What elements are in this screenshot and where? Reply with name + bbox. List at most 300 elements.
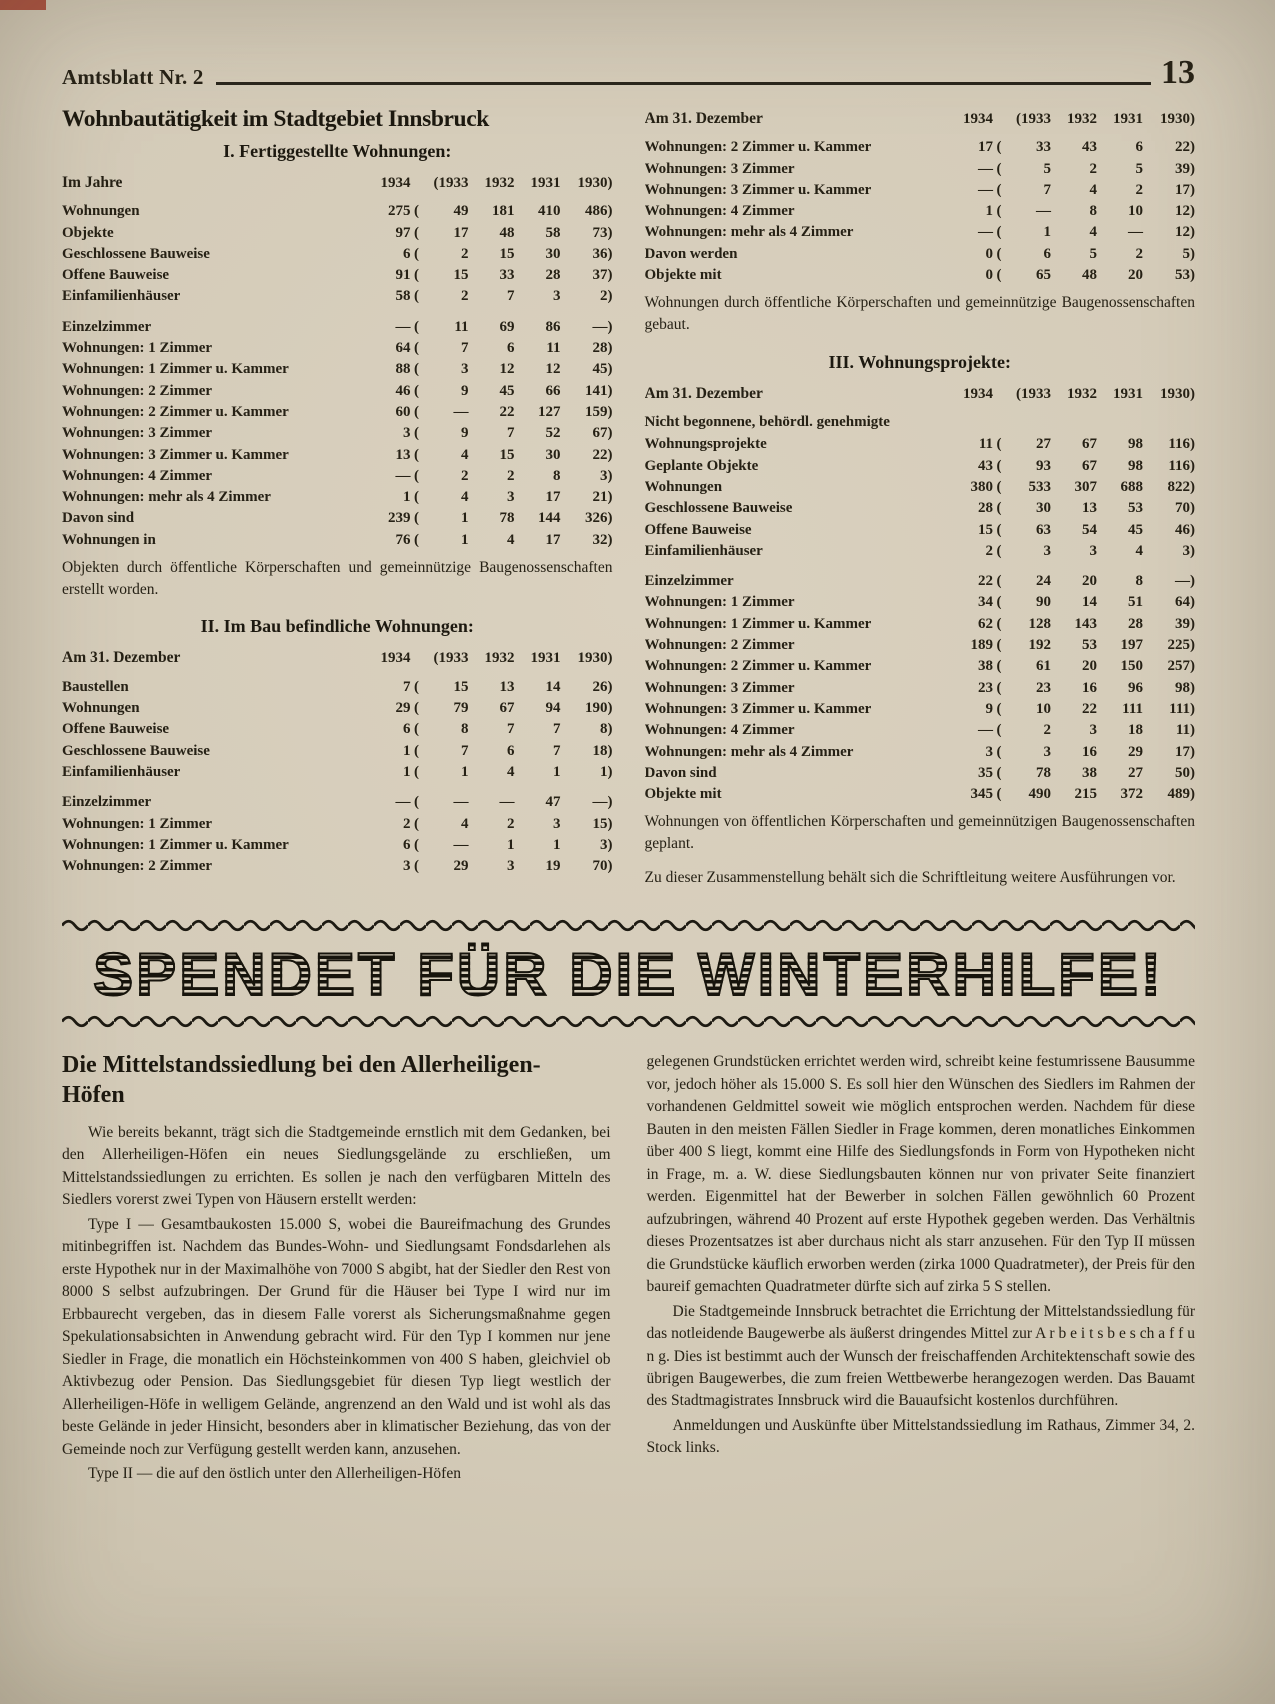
table-header-row	[62, 647, 613, 669]
paragraph: Type I — Gesamtbaukosten 15.000 S, wobei die Baureifmachung des Grundes mitinbegriffen ist. Nachdem das Bundes-Wohn- und Siedlungsamt Fondsdarlehen als erste Hypothek nur in der Maximalhöhe von 7000 S abgibt, hat der Siedler den Rest von 8000 S selbst aufzubringen. Der Grund für die Häuser bei Type I wird nur im Erbbaurecht vergeben, das in diesem Falle vorerst als Sicherungsmaßnahme gegen Spekulationsabsichten in Anwendung gebracht wird. Für den Typ I kommen nur jene Siedler in Frage, die monatlich ein Höchsteinkommen von 400 S haben, gleichviel ob Aktivbezug oder Pension. Das Siedlungsgebiet für diesen Typ liegt westlich der Allerheiligen-Höfe in welligem Gelände, angrenzend an den Wald und ist wohl als das beste Gelände in jeder Hinsicht, besonders aber in klimatischer Beziehung, das von der Gemeinde noch zur Verfügung gestellt werden kann, anzusehen.	[62, 1215, 611, 1458]
value-1932: 2	[1089, 160, 1097, 177]
value-1934: 11	[978, 436, 993, 453]
row-label: Objekte mit	[644, 786, 722, 803]
section-1-heading: I. Fertiggestellte Wohnungen:	[223, 141, 452, 161]
value-1933: 533	[1028, 478, 1051, 495]
value-1932: 13	[1082, 500, 1097, 517]
table-header-row	[645, 108, 1196, 130]
year-column-header: 1931	[530, 175, 561, 191]
table-row	[645, 635, 1196, 656]
value-1931: 28	[545, 267, 561, 284]
value-1932: 22	[499, 403, 515, 420]
paren-open: (	[996, 594, 1002, 611]
value-1934: 23	[978, 679, 993, 696]
value-1930: 28)	[592, 340, 613, 357]
value-1931: 150	[1120, 658, 1143, 675]
value-1933: 3	[1043, 542, 1051, 559]
table-row	[645, 180, 1196, 201]
value-1934: 60	[395, 403, 411, 420]
paren-open: (	[996, 500, 1002, 517]
value-1930: 1)	[600, 763, 613, 780]
value-1930: 18)	[592, 742, 613, 759]
table-row	[645, 520, 1196, 541]
year-column-header: 1934	[380, 175, 411, 191]
value-1931: 66	[545, 382, 561, 399]
paren-open: (	[414, 815, 419, 832]
row-label: Wohnungen: 1 Zimmer u. Kammer	[62, 361, 289, 378]
value-1930: 3)	[1182, 542, 1195, 559]
value-1930: 98)	[1175, 679, 1195, 696]
paren-open: (	[414, 224, 419, 241]
value-1933: 15	[453, 678, 469, 695]
value-1933: 2	[461, 467, 469, 484]
value-1934: 34	[978, 594, 993, 611]
value-1932: 33	[499, 267, 515, 284]
year-column-header: 1930)	[1160, 111, 1195, 127]
table-row	[62, 856, 613, 877]
value-1934: —	[978, 181, 993, 198]
table-row	[62, 487, 613, 508]
value-1934: —	[395, 794, 411, 811]
value-1933: 5	[1043, 160, 1051, 177]
table-row	[62, 244, 613, 265]
value-1932: 3	[1089, 542, 1097, 559]
value-1933: 65	[1036, 267, 1051, 284]
article-title: Wohnbautätigkeit im Stadtgebiet Innsbruck	[62, 106, 489, 132]
value-1931: 2	[1135, 181, 1143, 198]
paren-open: (	[414, 288, 419, 305]
value-1930: —)	[1175, 573, 1195, 590]
year-column-header: (1933	[433, 175, 469, 191]
row-label: Geschlossene Bauweise	[644, 500, 793, 517]
paren-open: (	[996, 160, 1002, 177]
table-housing-projects	[645, 383, 1196, 806]
row-label: Wohnungen: 4 Zimmer	[644, 203, 795, 220]
row-label: Wohnungen: 3 Zimmer	[62, 425, 213, 442]
paren-open: (	[996, 224, 1002, 241]
year-column-header: 1932	[1067, 111, 1097, 127]
value-1930: 73)	[592, 224, 613, 241]
value-1933: 7	[461, 742, 469, 759]
table-row	[62, 719, 613, 740]
value-1932: 16	[1082, 679, 1097, 696]
value-1930: 11)	[1175, 722, 1195, 739]
table-row	[645, 244, 1196, 265]
table-row	[645, 571, 1196, 592]
group-gap	[62, 783, 613, 792]
value-1934: 0	[985, 267, 993, 284]
row-label: Einzelzimmer	[644, 573, 734, 590]
value-1934: 91	[395, 267, 411, 284]
paren-open: (	[996, 267, 1002, 284]
year-column-header: 1930)	[577, 175, 613, 191]
banner-text: SPENDET FÜR DIE WINTERHILFE!	[62, 943, 1195, 1006]
value-1930: 53)	[1175, 267, 1195, 284]
wavy-rule-top	[62, 918, 1195, 933]
paren-open: (	[996, 521, 1002, 538]
paren-open: (	[414, 858, 419, 875]
value-1930: —)	[592, 318, 613, 335]
value-1933: 2	[461, 288, 469, 305]
row-label: Wohnungen: 1 Zimmer u. Kammer	[62, 836, 289, 853]
value-1931: 8	[1135, 573, 1143, 590]
paren-open: (	[414, 403, 419, 420]
bottom-right-column	[647, 1051, 1196, 1487]
paren-open: (	[996, 573, 1002, 590]
paren-open: (	[414, 531, 419, 548]
paren-open: (	[996, 436, 1002, 453]
header-rule	[216, 82, 1151, 85]
value-1931: 51	[1128, 594, 1143, 611]
value-1930: 45)	[592, 361, 613, 378]
value-1932: 14	[1082, 594, 1097, 611]
paren-open: (	[414, 467, 419, 484]
table-row	[62, 402, 613, 423]
row-label: Baustellen	[62, 678, 129, 695]
value-1931: 8	[553, 467, 561, 484]
value-1930: 3)	[600, 836, 613, 853]
paragraph: Anmeldungen und Auskünfte über Mittelstandssiedlung im Rathaus, Zimmer 34, 2. Stock links.	[646, 1416, 1195, 1457]
year-column-header: 1934	[963, 111, 993, 127]
value-1932: 7	[507, 288, 515, 305]
value-1930: 257)	[1167, 658, 1195, 675]
paren-open: (	[414, 446, 419, 463]
table-row	[645, 742, 1196, 763]
value-1931: 127	[538, 403, 561, 420]
wavy-rule-bottom	[62, 1014, 1195, 1029]
value-1930: 486)	[585, 203, 613, 220]
value-1930: 326)	[585, 510, 613, 527]
row-label: Geschlossene Bauweise	[62, 742, 210, 759]
value-1934: 76	[395, 531, 411, 548]
row-label: Wohnungen: 1 Zimmer	[644, 594, 795, 611]
value-1933: 490	[1028, 786, 1051, 803]
paren-open: (	[414, 245, 419, 262]
table-row	[62, 835, 613, 856]
value-1933: 63	[1036, 521, 1051, 538]
value-1932: 4	[507, 531, 515, 548]
value-1931: 7	[553, 721, 561, 738]
table-3-note: Wohnungen von öffentlichen Körperschaften und gemeinnützigen Baugenossenschaften geplant.	[644, 813, 1195, 853]
table-row	[62, 223, 613, 244]
value-1933: 9	[461, 382, 469, 399]
table-row	[62, 741, 613, 762]
value-1934: 9	[985, 700, 993, 717]
row-label: Offene Bauweise	[62, 721, 170, 738]
value-1931: 52	[545, 425, 561, 442]
value-1930: 22)	[1175, 139, 1195, 156]
table-row	[645, 678, 1196, 699]
row-label: Wohnungen: 3 Zimmer u. Kammer	[62, 446, 289, 463]
value-1930: 17)	[1175, 181, 1195, 198]
value-1930: 12)	[1175, 203, 1195, 220]
table-row	[645, 159, 1196, 180]
value-1930: 111)	[1169, 700, 1195, 717]
value-1931: 98	[1128, 457, 1143, 474]
value-1934: 28	[978, 500, 993, 517]
value-1934: 64	[395, 340, 411, 357]
value-1933: —	[453, 794, 469, 811]
value-1932: 7	[507, 425, 515, 442]
column-header-label: Am 31. Dezember	[644, 110, 763, 127]
paragraph: Type II — die auf den östlich unter den Allerheiligen-Höfen	[88, 1465, 461, 1483]
value-1931: 10	[1128, 203, 1143, 220]
value-1931: 7	[553, 742, 561, 759]
value-1933: 1	[461, 510, 469, 527]
value-1930: 15)	[592, 815, 613, 832]
value-1932: 215	[1074, 786, 1097, 803]
value-1932: 22	[1082, 700, 1097, 717]
paren-open: (	[996, 722, 1002, 739]
table-row	[62, 466, 613, 487]
table-row	[645, 456, 1196, 477]
table-row	[62, 508, 613, 529]
row-label: Davon sind	[62, 510, 135, 527]
value-1932: 1	[507, 836, 515, 853]
table-row	[645, 477, 1196, 498]
value-1931: 28	[1128, 615, 1143, 632]
paren-open: (	[996, 637, 1002, 654]
table-row	[645, 541, 1196, 562]
value-1932: 6	[507, 340, 515, 357]
value-1931: 17	[545, 531, 561, 548]
value-1931: 1	[553, 836, 561, 853]
year-column-header: 1931	[1113, 385, 1143, 402]
table-row	[645, 614, 1196, 635]
table-under-construction-continued	[645, 108, 1196, 286]
row-label: Offene Bauweise	[62, 267, 170, 284]
year-column-header: 1931	[530, 650, 561, 667]
paren-open: (	[414, 678, 419, 695]
column-header-label: Am 31. Dezember	[644, 384, 763, 402]
value-1932: 15	[499, 245, 515, 262]
value-1933: 90	[1036, 594, 1051, 611]
value-1933: 24	[1036, 573, 1051, 590]
table-row	[62, 265, 613, 286]
value-1930: 141)	[585, 382, 613, 399]
table-under-construction	[62, 647, 613, 877]
table-row	[62, 530, 613, 551]
value-1931: 20	[1128, 267, 1143, 284]
value-1934: 380	[970, 478, 993, 495]
value-1934: —	[978, 722, 993, 739]
value-1932: 78	[499, 510, 515, 527]
table-row	[645, 201, 1196, 222]
value-1934: 1	[985, 203, 993, 220]
value-1934: 46	[395, 382, 411, 399]
group-gap	[645, 562, 1196, 571]
value-1934: 38	[978, 658, 993, 675]
value-1934: 3	[403, 858, 411, 875]
value-1932: 5	[1089, 245, 1097, 262]
value-1933: 23	[1036, 679, 1051, 696]
value-1934: 1	[403, 489, 411, 506]
value-1932: —	[499, 794, 515, 811]
table-row	[62, 792, 613, 813]
table-row	[645, 656, 1196, 677]
paren-open: (	[414, 836, 419, 853]
right-column	[645, 104, 1196, 888]
value-1931: 4	[1135, 542, 1143, 559]
value-1930: 2)	[600, 288, 613, 305]
row-label: Wohnungen: mehr als 4 Zimmer	[644, 224, 854, 241]
year-column-header: 1930)	[1160, 385, 1195, 402]
year-column-header: 1932	[484, 650, 515, 667]
paren-open: (	[414, 203, 419, 220]
value-1930: 17)	[1175, 743, 1195, 760]
value-1931: 17	[545, 489, 561, 506]
value-1931: 3	[553, 288, 561, 305]
row-label: Wohnungen: 3 Zimmer	[644, 679, 795, 696]
value-1933: 7	[461, 340, 469, 357]
value-1931: 12	[545, 361, 561, 378]
value-1932: 2	[507, 815, 515, 832]
paren-open: (	[996, 658, 1002, 675]
value-1933: 33	[1036, 139, 1051, 156]
table-row	[62, 338, 613, 359]
row-label: Einzelzimmer	[62, 794, 152, 811]
value-1931: 1	[553, 763, 561, 780]
table-row	[62, 677, 613, 698]
row-label: Einfamilienhäuser	[644, 542, 763, 559]
paren-open: (	[996, 700, 1002, 717]
paren-open: (	[996, 542, 1002, 559]
table-row	[62, 359, 613, 380]
table-row	[62, 698, 613, 719]
article-2-title: Die Mittelstandssiedlung bei den Allerheiligen-Höfen	[62, 1052, 541, 1108]
paren-open: (	[996, 786, 1002, 803]
row-label: Wohnungen: mehr als 4 Zimmer	[62, 489, 271, 506]
value-1934: 29	[395, 700, 411, 717]
value-1934: —	[978, 224, 993, 241]
value-1934: 0	[985, 245, 993, 262]
value-1933: 2	[1043, 722, 1051, 739]
table-finished-dwellings	[62, 172, 613, 551]
paren-open: (	[996, 764, 1002, 781]
value-1933: 7	[1043, 181, 1051, 198]
row-label: Einzelzimmer	[62, 318, 152, 335]
column-header-label: Im Jahre	[62, 174, 123, 191]
value-1934: 1	[403, 763, 411, 780]
paren-open: (	[996, 245, 1002, 262]
table-2-note: Wohnungen durch öffentliche Körperschaften und gemeinnützige Baugenossenschaften gebaut.	[644, 294, 1195, 334]
value-1932: 307	[1074, 478, 1097, 495]
year-column-header: (1933	[433, 650, 469, 667]
table-row	[645, 265, 1196, 286]
paren-open: (	[414, 510, 419, 527]
year-column-header: (1933	[1016, 385, 1051, 402]
year-column-header: 1931	[1113, 111, 1143, 127]
value-1934: 345	[970, 786, 993, 803]
value-1934: 6	[403, 721, 411, 738]
value-1930: 26)	[592, 678, 613, 695]
row-label: Objekte mit	[644, 267, 722, 284]
value-1934: 7	[403, 678, 411, 695]
value-1933: 6	[1043, 245, 1051, 262]
paren-open: (	[414, 318, 419, 335]
value-1930: 225)	[1167, 637, 1195, 654]
value-1934: 6	[403, 245, 411, 262]
paren-open: (	[414, 721, 419, 738]
value-1933: 27	[1036, 436, 1051, 453]
row-label: Wohnungen: 2 Zimmer	[62, 858, 213, 875]
value-1932: 8	[1089, 203, 1097, 220]
value-1932: 67	[1082, 457, 1097, 474]
value-1932: 38	[1082, 764, 1097, 781]
table-row	[645, 137, 1196, 158]
value-1932: 54	[1082, 521, 1097, 538]
paren-open: (	[996, 679, 1002, 696]
column-header-label: Am 31. Dezember	[62, 649, 181, 667]
value-1933: 128	[1028, 615, 1051, 632]
row-label: Offene Bauweise	[644, 521, 752, 538]
row-label: Wohnungen: 4 Zimmer	[62, 467, 213, 484]
value-1931: 58	[545, 224, 561, 241]
section-2-heading: II. Im Bau befindliche Wohnungen:	[200, 616, 474, 637]
value-1931: 410	[538, 203, 561, 220]
table-row	[645, 763, 1196, 784]
table-row	[62, 201, 613, 222]
value-1931: —	[1128, 224, 1143, 241]
row-label: Wohnungen	[62, 203, 140, 220]
table-row	[645, 720, 1196, 741]
value-1931: 111	[1122, 700, 1143, 717]
value-1930: 64)	[1175, 594, 1195, 611]
year-column-header: 1934	[963, 385, 993, 402]
value-1933: 4	[461, 815, 469, 832]
value-1931: 11	[546, 340, 561, 357]
value-1932: 16	[1082, 743, 1097, 760]
value-1930: 22)	[592, 446, 613, 463]
value-1933: 10	[1036, 700, 1051, 717]
year-column-header: 1934	[380, 650, 411, 667]
value-1930: 159)	[585, 403, 613, 420]
table-row	[645, 434, 1196, 455]
table-row	[62, 381, 613, 402]
row-label: Wohnungen: 4 Zimmer	[644, 722, 795, 739]
value-1930: 116)	[1168, 436, 1195, 453]
value-1932: 4	[507, 763, 515, 780]
winter-relief-banner	[62, 918, 1195, 1029]
value-1933: 61	[1036, 658, 1051, 675]
row-label: Davon sind	[644, 764, 717, 781]
value-1934: 189	[970, 637, 993, 654]
value-1934: —	[978, 160, 993, 177]
row-label: Wohnungen: 3 Zimmer	[644, 160, 795, 177]
value-1934: 1	[403, 742, 411, 759]
table-row	[645, 222, 1196, 243]
value-1930: 39)	[1175, 615, 1195, 632]
value-1933: 3	[1043, 743, 1051, 760]
value-1930: 12)	[1175, 224, 1195, 241]
page-number: 13	[1161, 54, 1195, 91]
paren-open: (	[414, 794, 419, 811]
row-label: Wohnungen: 2 Zimmer	[62, 382, 213, 399]
value-1934: 15	[978, 521, 993, 538]
paren-open: (	[996, 203, 1002, 220]
value-1931: 53	[1128, 500, 1143, 517]
year-column-header: 1932	[484, 175, 515, 191]
value-1931: 86	[545, 318, 561, 335]
row-label: Wohnungen: 3 Zimmer u. Kammer	[644, 700, 872, 717]
value-1934: 2	[985, 542, 993, 559]
value-1931: 18	[1128, 722, 1143, 739]
value-1930: 50)	[1175, 764, 1195, 781]
value-1933: 11	[454, 318, 469, 335]
value-1934: 17	[978, 139, 993, 156]
value-1932: 48	[1082, 267, 1097, 284]
value-1930: 67)	[592, 425, 613, 442]
